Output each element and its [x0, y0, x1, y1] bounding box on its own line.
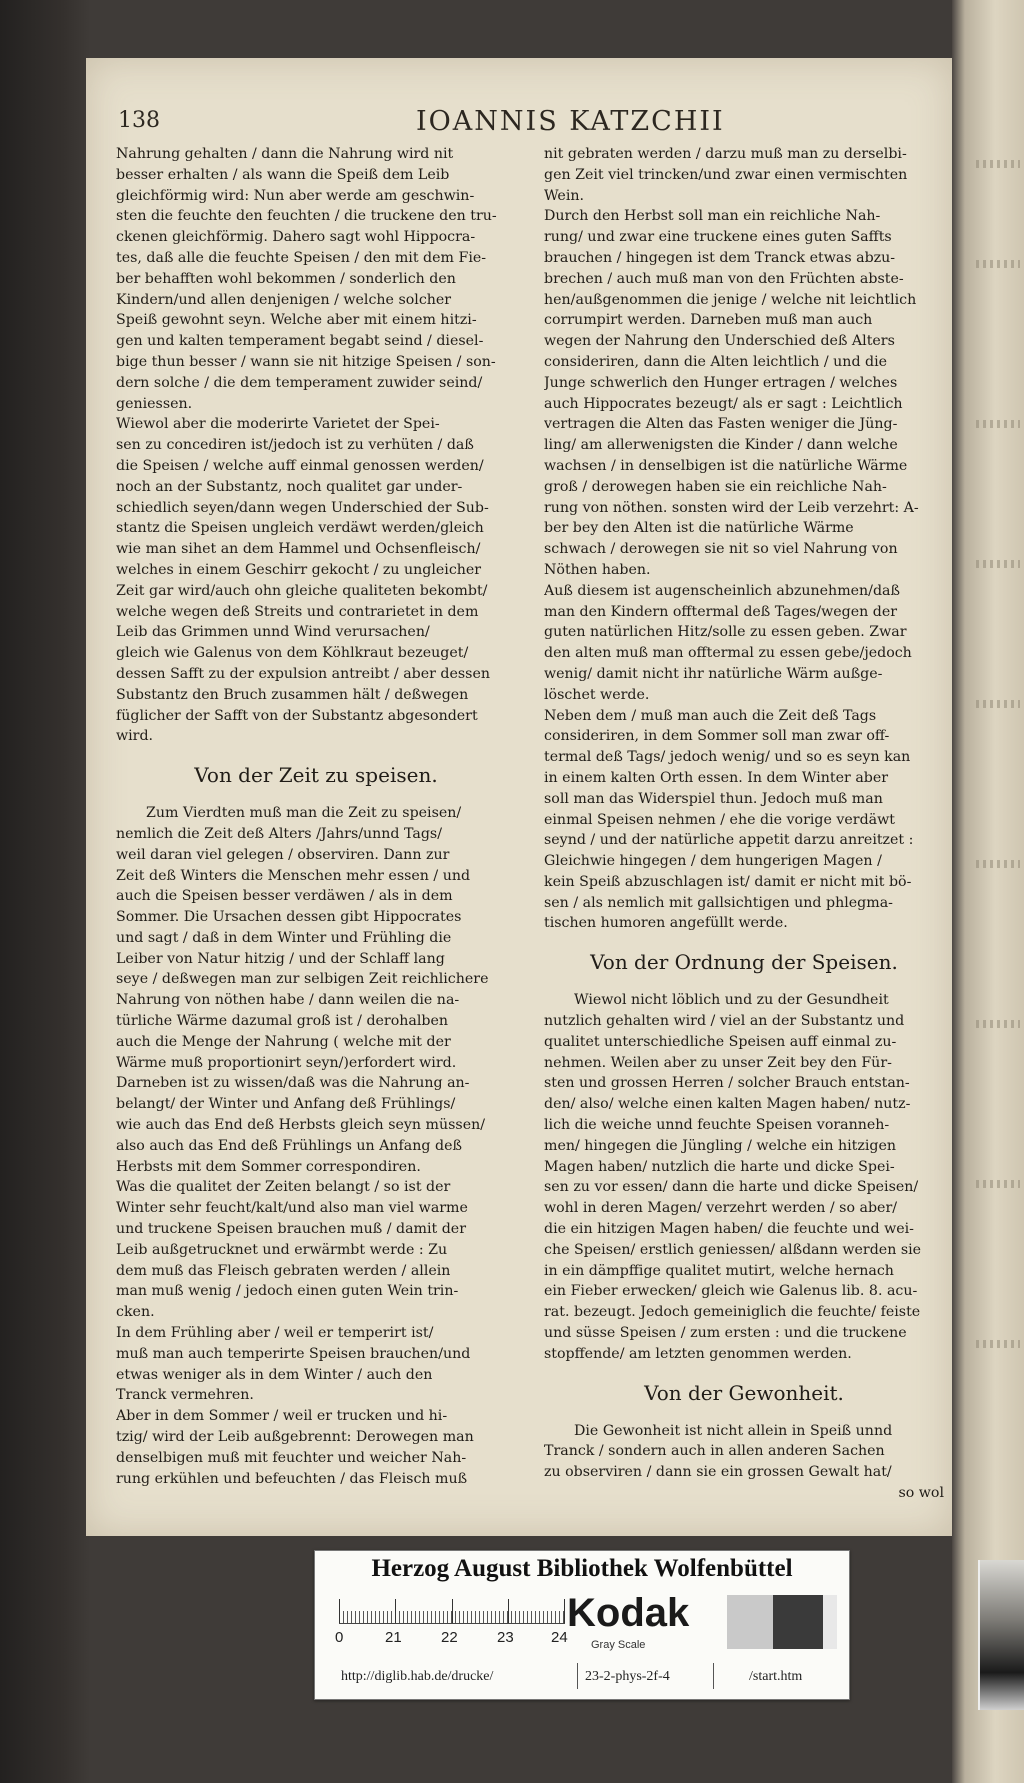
- text-line: tischen humoren angefüllt werde.: [544, 915, 788, 932]
- text-line: nutzlich gehalten wird / viel an der Substantz und: [544, 1013, 905, 1030]
- text-line: Wärme muß proportionirt seyn/)erfordert wird.: [116, 1054, 457, 1071]
- text-line: men/ hingegen die Jüngling / welche ein hitzigen: [544, 1137, 897, 1154]
- text-line: man den Kindern offtermal deß Tages/wegen der: [544, 603, 898, 620]
- left-column: [116, 144, 516, 1489]
- text-line: Die Gewonheit ist nicht allein in Speiß unnd: [574, 1422, 893, 1439]
- text-line: Wein.: [544, 187, 585, 204]
- catchword: so wol: [898, 1485, 944, 1502]
- text-line: füglicher der Safft von der Substantz abgesondert: [116, 707, 478, 724]
- text-line: Durch den Herbst soll man ein reichliche Nah-: [544, 208, 881, 225]
- text-line: wegen der Nahrung den Underschied deß Alters: [544, 333, 895, 350]
- text-line: In dem Frühling aber / weil er temperirt ist/: [116, 1325, 434, 1342]
- text-line: löschet werde.: [544, 686, 650, 703]
- scale-number: 24: [551, 1629, 568, 1646]
- text-line: rung erkühlen und befeuchten / das Fleisch muß: [116, 1470, 468, 1487]
- text-line: seye / deßwegen man zur selbigen Zeit reichlichere: [116, 971, 489, 988]
- library-name: Herzog August Bibliothek Wolfenbüttel: [371, 1555, 793, 1582]
- text-line: den alten muß man offtermal zu essen gebe/jedoch: [544, 645, 912, 662]
- text-line: rung/ und zwar eine truckene eines guten Saffts: [544, 229, 892, 246]
- text-line: einmal Speisen nehmen / ehe die vorige verdäwt: [544, 811, 895, 828]
- book-page: [86, 58, 952, 1536]
- scale-number: 23: [497, 1629, 514, 1646]
- text-line: wenig/ damit nicht ihr natürliche Wärm außge-: [544, 665, 883, 682]
- text-line: auch Hippocrates bezeugt/ als er sagt : Leichtlich: [544, 395, 903, 412]
- text-line: Nöthen haben.: [544, 561, 651, 578]
- gray-swatch-dark: [773, 1595, 823, 1649]
- text-line: wird.: [116, 728, 154, 745]
- text-line: corrumpirt werden. Darneben muß man auch: [544, 312, 873, 329]
- text-line: seynd / und der natürliche appetit darzu anreitzet :: [544, 832, 914, 849]
- text-line: Junge schwerlich den Hunger ertragen / welches: [544, 374, 898, 391]
- running-head: [86, 108, 952, 148]
- text-line: nemlich die Zeit deß Alters /Jahrs/unnd Tags/: [116, 825, 442, 842]
- text-line: Wiewol aber die moderirte Varietet der Spei-: [116, 416, 440, 433]
- kodak-logo: Kodak: [567, 1591, 690, 1635]
- text-line: stopffende/ am letzten genommen werden.: [544, 1345, 852, 1362]
- gray-card-edge: [978, 1560, 1024, 1710]
- text-line: wie auch das End deß Herbsts gleich seyn müssen/: [116, 1117, 486, 1134]
- text-line: gen Zeit viel trincken/und zwar einen vermischten: [544, 166, 908, 183]
- text-line: und sagt / daß in dem Winter und Frühling die: [116, 929, 452, 946]
- scale-number: 0: [335, 1629, 344, 1646]
- text-line: wachsen / in denselbigen ist die natürliche Wärme: [544, 457, 908, 474]
- text-line: Speiß gewohnt seyn. Welche aber mit einem hitzi-: [116, 312, 477, 329]
- text-line: in ein dämpffige qualitet mutirt, welche hernach: [544, 1262, 894, 1279]
- text-line: ber behafften wohl bekommen / sonderlich den: [116, 270, 456, 287]
- text-line: Gleichwie hingegen / dem hungerigen Magen /: [544, 853, 882, 870]
- text-line: cken.: [116, 1304, 155, 1321]
- text-line: Sommer. Die Ursachen dessen gibt Hippocrates: [116, 909, 462, 926]
- text-line: Leiber von Natur hitzig / und der Schlaff lang: [116, 950, 445, 967]
- text-line: kein Speiß abzuschlagen ist/ damit er nicht mit bö-: [544, 873, 912, 890]
- text-line: Magen haben/ nutzlich die harte und dicke Spei-: [544, 1158, 895, 1175]
- url-part-file: /start.htm: [749, 1669, 803, 1684]
- next-page-edge: [952, 0, 1024, 1783]
- text-line: ber bey den Alten ist die natürliche Wärme: [544, 520, 854, 537]
- text-line: auch die Speisen besser verdäwen / als in dem: [116, 888, 453, 905]
- text-line: gleich wie Galenus von dem Köhlkraut bezeuget/: [116, 645, 469, 662]
- text-line: Nahrung von nöthen habe / dann weilen die na-: [116, 992, 460, 1009]
- text-line: denselbigen muß mit feuchter und weicher Nah-: [116, 1449, 467, 1466]
- text-line: hen/außgenommen die jenige / welche nit leichtlich: [544, 291, 917, 308]
- text-line: zu observiren / dann sie ein grossen Gewalt hat/: [544, 1464, 892, 1481]
- text-line: die Speisen / welche auff einmal genossen werden/: [116, 457, 484, 474]
- section-heading: Von der Ordnung der Speisen.: [590, 950, 898, 975]
- text-line: man muß wenig / jedoch einen guten Wein trin-: [116, 1283, 459, 1300]
- text-line: noch an der Substantz, noch qualitet gar under-: [116, 478, 463, 495]
- text-line: brauchen / hingegen ist dem Tranck etwas abzu-: [544, 249, 896, 266]
- text-line: Neben dem / muß man auch die Zeit deß Tags: [544, 707, 877, 724]
- text-line: Aber in dem Sommer / weil er trucken und hi-: [116, 1408, 448, 1425]
- text-line: Kindern/und allen denjenigen / welche solcher: [116, 291, 452, 308]
- text-line: bige thun besser / wann sie nit hitzige Speisen / son-: [116, 353, 496, 370]
- text-line: sten die feuchte den feuchten / die truckene den tru-: [116, 208, 497, 225]
- text-line: stantz die Speisen ungleich verdäwt werden/gleich: [116, 520, 484, 537]
- text-line: dessen Safft zu der expulsion antreibt / aber dessen: [116, 665, 491, 682]
- text-line: welche wegen deß Streits und contrarietet in dem: [116, 603, 479, 620]
- text-line: termal deß Tags/ jedoch wenig/ und so es seyn kan: [544, 749, 911, 766]
- text-line: Darneben ist zu wissen/daß was die Nahrung an-: [116, 1075, 470, 1092]
- text-line: Wiewol nicht löblich und zu der Gesundheit: [574, 992, 889, 1009]
- text-line: besser erhalten / als wann die Speiß dem Leib: [116, 166, 450, 183]
- text-line: und truckene Speisen brauchen muß / damit der: [116, 1221, 466, 1238]
- right-column: [544, 144, 944, 1504]
- text-line: vertragen die Alten das Fasten weniger die Jüng-: [544, 416, 898, 433]
- text-line: nehmen. Weilen aber zu unser Zeit bey den Für-: [544, 1054, 892, 1071]
- text-line: rat. bezeugt. Jedoch gemeiniglich die feuchte/ feiste: [544, 1304, 921, 1321]
- text-line: Was die qualitet der Zeiten belangt / so ist der: [116, 1179, 451, 1196]
- text-line: etwas weniger als in dem Winter / auch den: [116, 1366, 433, 1383]
- text-line: ckenen gleichförmig. Dahero sagt wohl Hippocra-: [116, 229, 476, 246]
- scale-number: 22: [441, 1629, 458, 1646]
- text-line: türliche Wärme dazumal groß ist / derohalben: [116, 1013, 449, 1030]
- text-line: gen und kalten temperament begabt seind / diesel-: [116, 333, 484, 350]
- text-line: brechen / auch muß man von den Früchten abste-: [544, 270, 904, 287]
- text-line: lich die weiche unnd feuchte Speisen voranneh-: [544, 1117, 890, 1134]
- text-line: sen zu vor essen/ dann die harte und dicke Speisen/: [544, 1179, 919, 1196]
- text-line: qualitet unterschiedliche Speisen auff einmal zu-: [544, 1033, 897, 1050]
- text-line: Substantz den Bruch zusammen hält / deßwegen: [116, 686, 469, 703]
- text-line: consideriren, dann die Alten leichtlich / und die: [544, 353, 888, 370]
- text-line: ling/ am allerwenigsten die Kinder / dann welche: [544, 437, 898, 454]
- text-line: Auß diesem ist augenscheinlich abzunehmen/daß: [544, 582, 900, 599]
- text-line: schiedlich seyen/dann wegen Underschied der Sub-: [116, 499, 489, 516]
- text-line: und süsse Speisen / zum ersten : und die truckene: [544, 1325, 907, 1342]
- text-line: dern solche / die dem temperament zuwider seind/: [116, 374, 483, 391]
- text-line: guten natürlichen Hitz/solle zu essen geben. Zwar: [544, 624, 907, 641]
- text-line: gleichförmig wird: Nun aber werde am geschwin-: [116, 187, 475, 204]
- text-line: Herbsts mit dem Sommer correspondiren.: [116, 1158, 421, 1175]
- text-line: Nahrung gehalten / dann die Nahrung wird nit: [116, 146, 454, 162]
- text-line: den/ also/ welche einen kalten Magen haben/ nutz-: [544, 1096, 911, 1113]
- url-part-base: http://diglib.hab.de/drucke/: [341, 1669, 494, 1684]
- text-line: tes, daß alle die feuchte Speisen / den mit dem Fie-: [116, 249, 487, 266]
- text-line: in einem kalten Orth essen. In dem Winter aber: [544, 769, 889, 786]
- text-line: weil daran viel gelegen / observiren. Dann zur: [116, 846, 450, 863]
- text-line: also auch das End deß Frühlings un Anfang deß: [116, 1137, 462, 1154]
- text-line: rung von nöthen. sonsten wird der Leib verzehrt: A-: [544, 499, 919, 516]
- text-line: Zum Vierdten muß man die Zeit zu speisen/: [146, 805, 462, 822]
- scale-ruler: [339, 1599, 565, 1624]
- text-line: ein Fieber erwecken/ gleich wie Galenus lib. 8. acu-: [544, 1283, 918, 1300]
- text-line: auch die Menge der Nahrung ( welche mit der: [116, 1033, 451, 1050]
- text-line: wohl in deren Magen/ verzehrt werden / so aber/: [544, 1200, 898, 1217]
- gray-scale-label: Gray Scale: [591, 1639, 646, 1651]
- page-number: 138: [118, 108, 160, 133]
- text-line: geniessen.: [116, 395, 193, 412]
- text-line: sen zu concediren ist/jedoch ist zu verhüten / daß: [116, 437, 474, 454]
- text-line: sen / als nemlich mit gallsichtigen und phlegma-: [544, 894, 893, 911]
- text-line: Zeit gar wird/auch ohn gleiche qualiteten bekombt/: [116, 582, 488, 599]
- text-line: welches in einem Geschirr gekocht / zu ungleicher: [116, 561, 482, 578]
- text-line: wie man sihet an dem Hammel und Ochsenfleisch/: [116, 541, 481, 558]
- section-heading: Von der Zeit zu speisen.: [194, 763, 438, 788]
- text-line: groß / derowegen haben sie ein reichliche Nah-: [544, 478, 887, 495]
- text-line: schwach / derowegen sie nit so viel Nahrung von: [544, 541, 898, 558]
- running-title: IOANNIS KATZCHII: [416, 106, 725, 137]
- color-target-card: [314, 1550, 850, 1700]
- text-line: consideriren, in dem Sommer soll man zwar off-: [544, 728, 890, 745]
- text-line: die ein hitzigen Magen haben/ die feuchte und wei-: [544, 1221, 914, 1238]
- text-line: Tranck vermehren.: [116, 1387, 254, 1404]
- text-line: belangt/ der Winter und Anfang deß Frühlings/: [116, 1096, 456, 1113]
- text-line: Tranck / sondern auch in allen anderen Sachen: [544, 1443, 885, 1460]
- gray-swatch-white: [823, 1595, 837, 1649]
- scale-number: 21: [385, 1629, 402, 1646]
- text-line: soll man das Widerspiel thun. Jedoch muß man: [544, 790, 883, 807]
- scan-background-left: [0, 0, 90, 1783]
- text-line: Leib außgetrucknet und erwärmbt werde : Zu: [116, 1241, 448, 1258]
- text-line: che Speisen/ erstlich geniessen/ alßdann werden sie: [544, 1241, 922, 1258]
- gray-swatch-light: [727, 1595, 773, 1649]
- text-line: nit gebraten werden / darzu muß man zu derselbi-: [544, 146, 907, 162]
- section-heading: Von der Gewonheit.: [644, 1380, 844, 1405]
- text-line: dem muß das Fleisch gebraten werden / allein: [116, 1262, 451, 1279]
- text-line: sten und grossen Herren / solcher Brauch entstan-: [544, 1075, 910, 1092]
- text-line: muß man auch temperirte Speisen brauchen/und: [116, 1345, 471, 1362]
- text-line: Winter sehr feucht/kalt/und also man viel warme: [116, 1200, 468, 1217]
- url-part-shelfmark: 23-2-phys-2f-4: [585, 1669, 670, 1684]
- text-line: tzig/ wird der Leib außgebrennt: Derowegen man: [116, 1429, 474, 1446]
- text-line: Leib das Grimmen unnd Wind verursachen/: [116, 624, 430, 641]
- text-line: Zeit deß Winters die Menschen mehr essen / und: [116, 867, 471, 884]
